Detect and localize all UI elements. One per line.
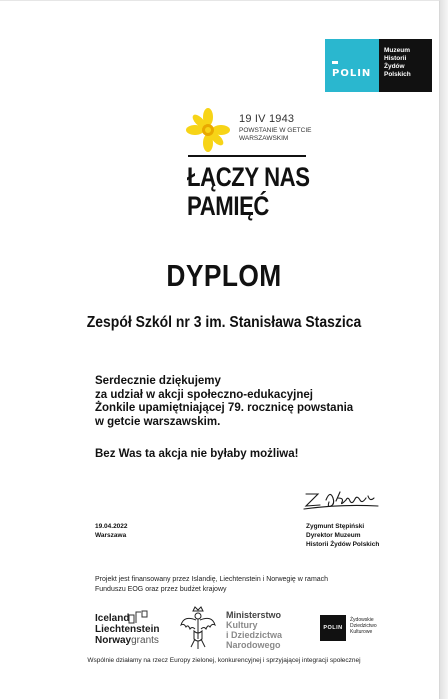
project-funding-note <box>95 575 328 595</box>
ministry-line: Ministerstwo <box>226 610 282 620</box>
museum-name-line: Muzeum <box>384 47 410 54</box>
signatory <box>306 522 379 549</box>
recipient-name: Zespół Szkól nr 3 im. Stanisława Staszica <box>86 314 362 331</box>
signatory-role: Dyrektor Muzeum <box>306 532 361 539</box>
jewish-heritage-logo-text <box>350 617 377 635</box>
partner-logos <box>0 605 448 653</box>
signatory-institution: Historii Żydów Polskich <box>306 541 380 548</box>
ministry-line: Narodowego <box>226 640 281 650</box>
diploma-title: DYPLOM <box>166 258 282 293</box>
uprising-caption-line: POWSTANIE W GETCIE <box>239 127 312 134</box>
museum-name-block <box>379 39 432 92</box>
museum-name-line: Historii <box>384 55 407 62</box>
slogan <box>187 163 310 221</box>
museum-name-line: Żydów <box>384 63 405 70</box>
polin-wordmark-block <box>325 39 379 92</box>
uprising-caption-line: WARSZAWSKIM <box>239 135 289 142</box>
slogan-line: ŁĄCZY NAS <box>187 162 310 192</box>
issue-date: 19.04.2022 <box>95 523 128 530</box>
eea-line: Iceland <box>95 613 130 624</box>
polin-small-logo: POLIN <box>320 615 346 641</box>
project-note-line: Projekt jest finansowany przez Islandię, Liechtenstein i Norwegię w ramach <box>95 576 329 583</box>
heritage-line: Kulturowe <box>350 629 373 635</box>
signatory-name: Zygmunt Stępiński <box>306 523 365 530</box>
ministry-line: i Dziedzictwa <box>226 630 283 640</box>
thanks-line: za udział w akcji społeczno-edukacyjnej <box>95 388 313 401</box>
issue-place: Warszawa <box>95 532 127 539</box>
polin-bar-icon <box>332 61 338 64</box>
heritage-line: Dziedzictwo <box>350 623 377 629</box>
polin-museum-logo <box>325 39 432 92</box>
handwritten-signature <box>300 486 382 514</box>
uprising-date: 19 IV 1943 <box>239 113 295 125</box>
footer-slogan: Wspólnie działamy na rzecz Europy zielonej, konkurencyjnej i sprzyjającej integracji społecznej <box>87 657 361 664</box>
slogan-line: PAMIĘĆ <box>187 191 270 221</box>
eea-line: Norway <box>95 635 132 646</box>
page-edge-shadow <box>440 0 448 699</box>
thanks-line: Żonkile upamiętniającej 79. rocznicę powstania <box>95 402 354 414</box>
eea-line: Liechtenstein <box>95 624 160 635</box>
ministry-of-culture-logo <box>226 610 282 650</box>
daffodil-icon <box>186 108 230 152</box>
polish-eagle-emblem-icon <box>178 605 218 651</box>
museum-name-line: Polskich <box>384 71 411 78</box>
project-note-line: Funduszu EOG oraz przez budżet krajowy <box>95 586 227 593</box>
slogan-rule <box>188 155 306 157</box>
thanks-line: w getcie warszawskim. <box>95 415 221 428</box>
eea-flag-icon <box>128 610 148 624</box>
ministry-line: Kultury <box>226 620 258 630</box>
uprising-caption <box>239 127 311 143</box>
date-place <box>95 522 128 540</box>
polin-wordmark: POLIN <box>332 68 372 79</box>
closing-text: Bez Was ta akcja nie byłaby możliwa! <box>95 448 299 460</box>
thanks-line: Serdecznie dziękujemy <box>95 375 221 387</box>
heritage-line: Żydowskie <box>350 617 374 623</box>
eea-grants-suffix: grants <box>131 635 159 646</box>
thanks-text <box>95 375 353 429</box>
